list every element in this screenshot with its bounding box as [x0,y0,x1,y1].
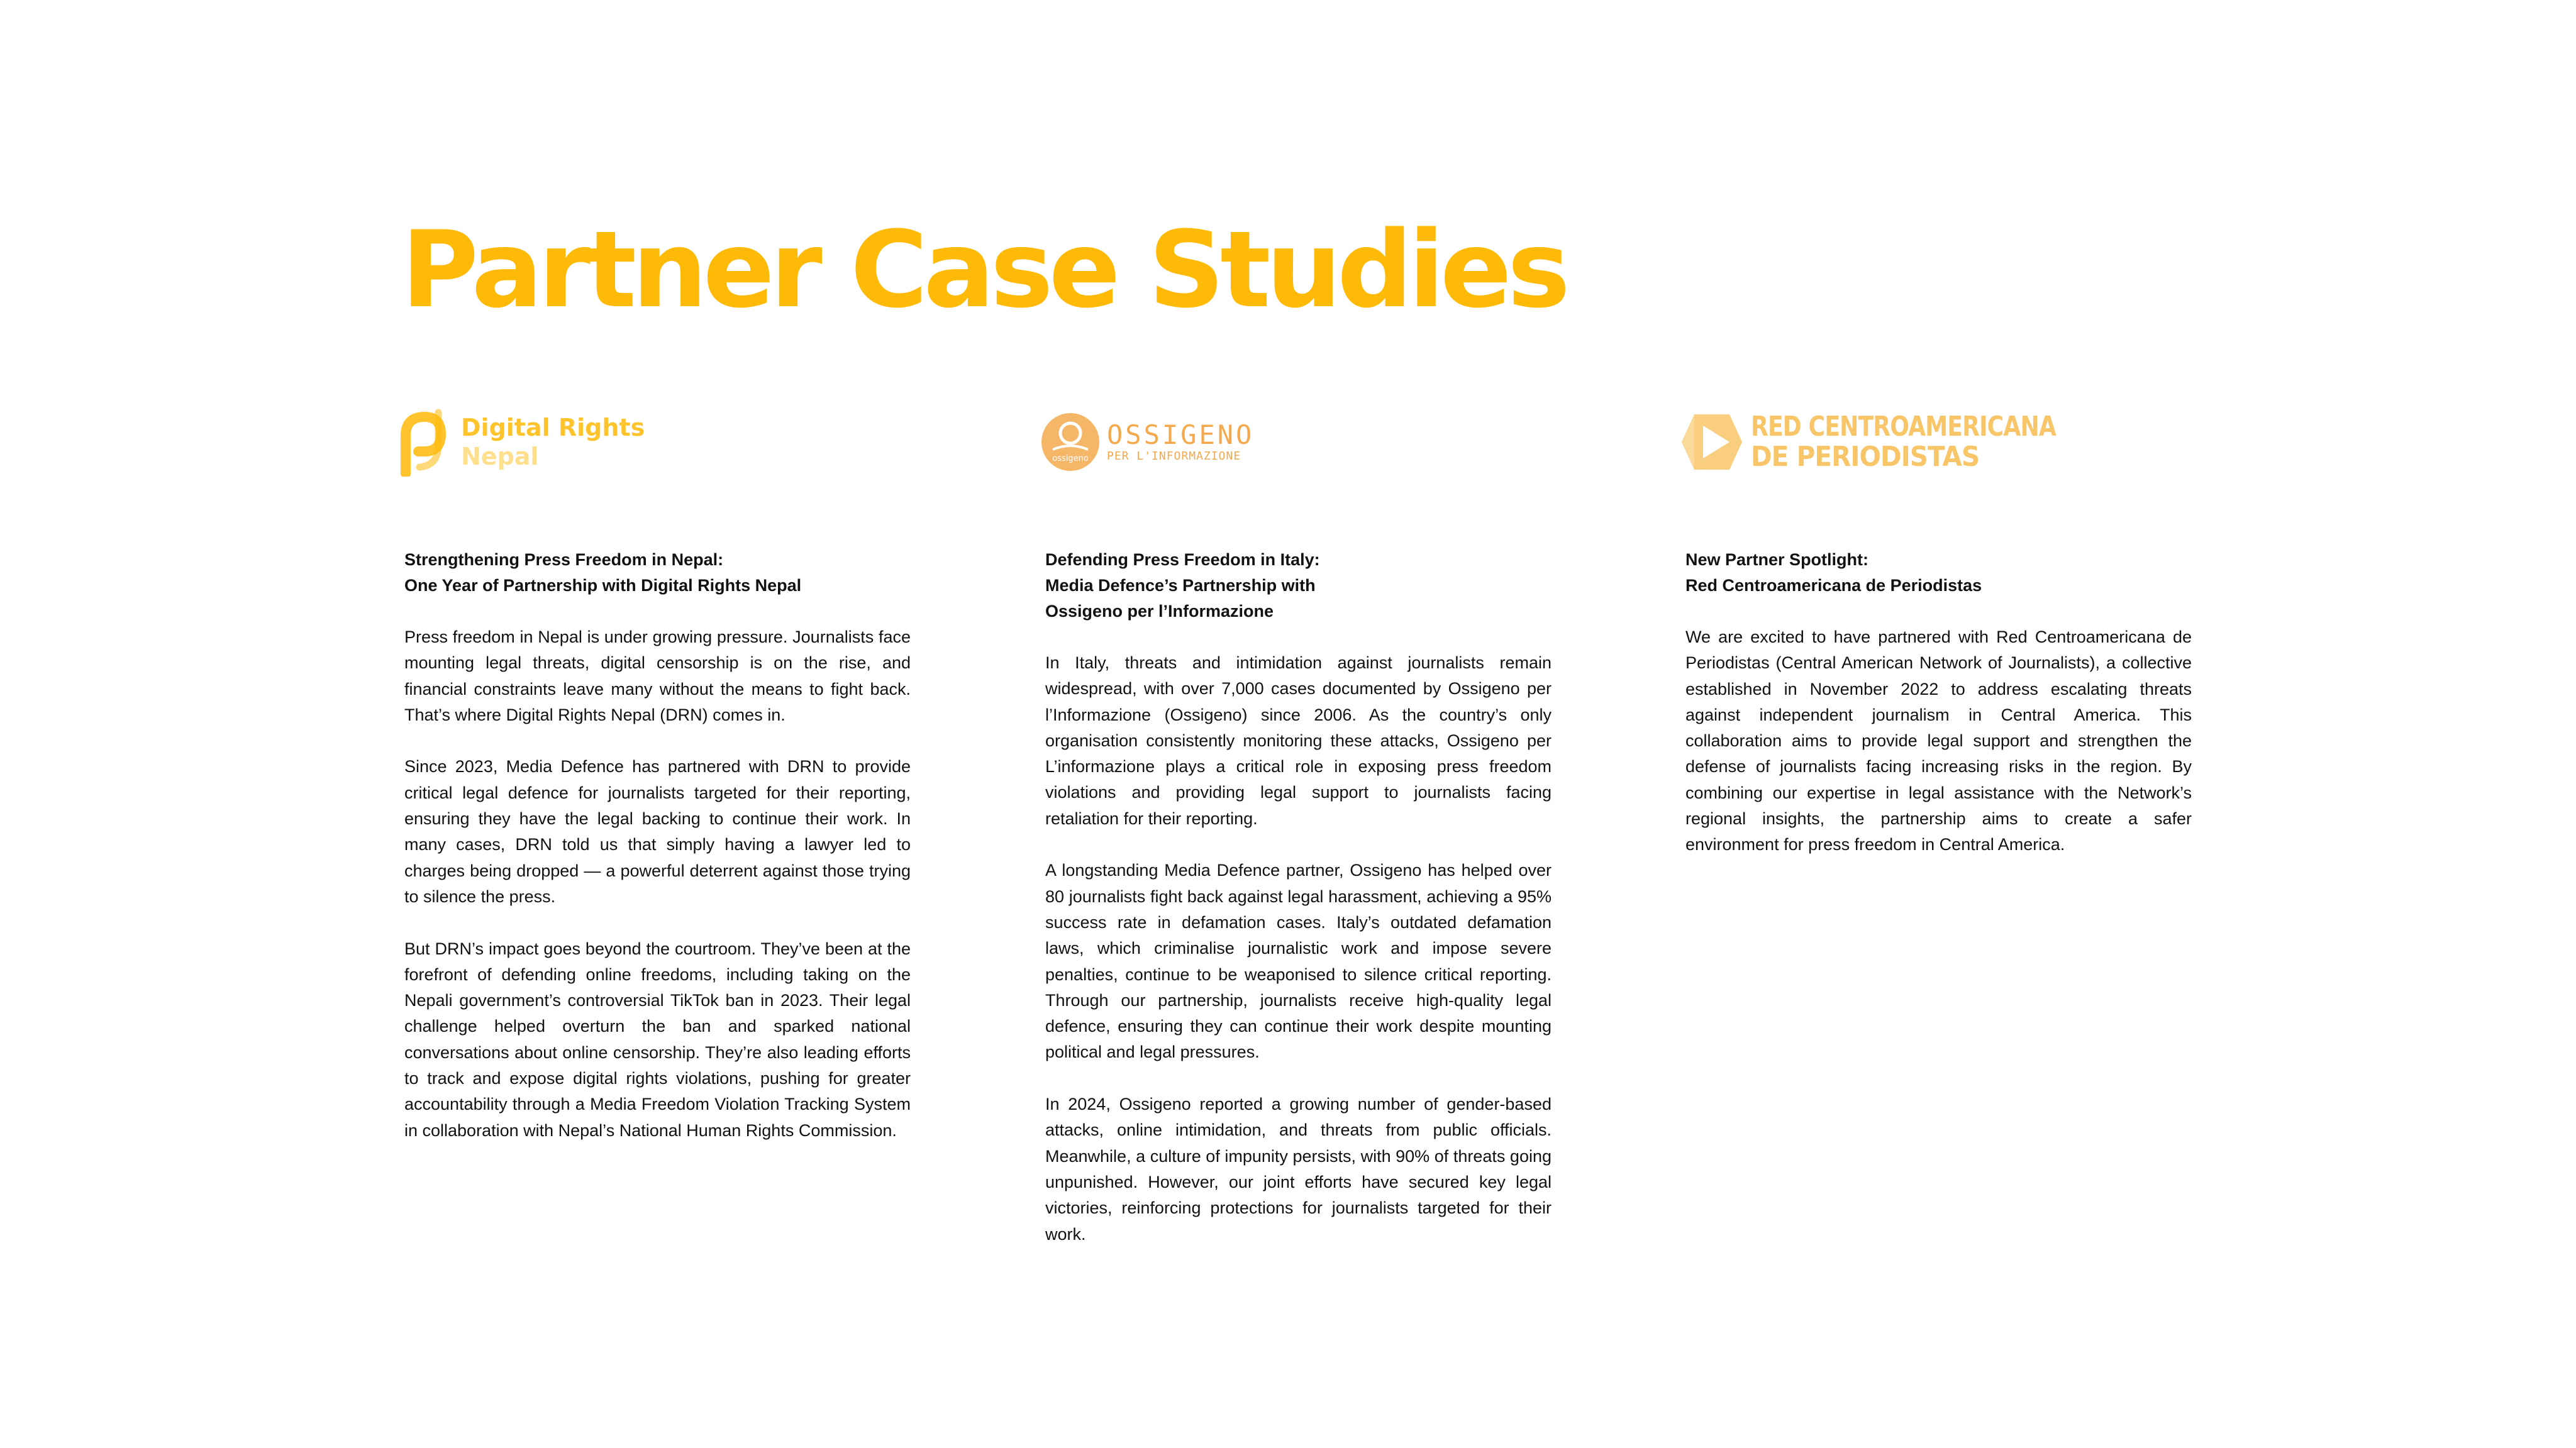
body-paragraph: We are excited to have partnered with Red Centroamericana de Periodistas (Central American Network of Journalists), a collective established in November 2022 to address escalating threats against independent journalism in Central America. This collaboration aims to provide legal support and strengthen the defense of journalists facing increasing risks in the region. By combining our expertise in legal assistance with the Network’s regional insights, the partnership aims to create a safer environment for press freedom in Central America. [1685,627,2192,854]
heading-line: Defending Press Freedom in Italy: [1045,550,1320,569]
digital-rights-nepal-logo [399,402,911,481]
body-paragraph: But DRN’s impact goes beyond the courtroom. They’ve been at the forefront of defending online freedoms, including taking on the Nepali government’s controversial TikTok ban in 2023. Their legal challenge helped overturn the ban and sparked national conversations about online censorship. They’re also leading efforts to track and expose digital rights violations, pushing for greater accountability through a Media Freedom Violation Tracking System in collaboration with Nepal’s National Human Rights Commission. [404,939,911,1140]
ossigeno-logo-icon [1040,412,1101,472]
digital-rights-nepal-logo-icon [399,407,456,477]
body-paragraph: A longstanding Media Defence partner, Ossigeno has helped over 80 journalists fight back against legal harassment, achieving a 95% success rate in defamation cases. Italy’s outdated defamation laws, which criminalise journalistic work and impose severe penalties, continue to be weaponised to silence critical reporting. Through our partnership, journalists receive high-quality legal defence, ensuring they can continue their work despite mounting political and legal pressures. [1045,861,1552,1062]
heading-line: Media Defence’s Partnership with [1045,576,1316,595]
body-paragraph: Press freedom in Nepal is under growing pressure. Journalists face mounting legal threats, digital censorship is on the rise, and financial constraints leave many without the means to fight back. That’s where Digital Rights Nepal (DRN) comes in. [404,627,911,724]
heading-line: One Year of Partnership with Digital Rights Nepal [404,576,802,595]
heading-line: Strengthening Press Freedom in Nepal: [404,550,724,569]
case-study-body [1045,650,1552,1247]
logo-line-2: Nepal [461,442,539,470]
heading-line: New Partner Spotlight: [1685,550,1869,569]
body-paragraph: Since 2023, Media Defence has partnered with DRN to provide critical legal defence for journalists targeted for their reporting, ensuring they have the legal backing to continue their work. In many cases, DRN told us that simply having a lawyer led to charges being dropped — a powerful deterrent against those trying to silence the press. [404,757,911,906]
heading-line: Ossigeno per l’Informazione [1045,602,1274,621]
case-study-red-centroamericana [1685,402,2192,884]
play-hexagon-icon [1680,412,1743,472]
page-title: Partner Case Studies [401,208,1566,331]
body-paragraph: In Italy, threats and intimidation against journalists remain widespread, with over 7,000 cases documented by Ossigeno per l’Informazione (Ossigeno) since 2006. As the country’s only organisation consistently monitoring these attacks, Ossigeno per L’informazione plays a critical role in exposing press freedom violations and providing legal support to journalists facing retaliation for their reporting. [1045,653,1552,828]
body-paragraph: In 2024, Ossigeno reported a growing number of gender-based attacks, online intimidation, and threats from public officials. Meanwhile, a culture of impunity persists, with 90% of threats going unpunished. However, our joint efforts have secured key legal victories, reinforcing protections for journalists targeted for their work. [1045,1095,1552,1244]
logo-line-1: RED CENTROAMERICANA [1751,410,2056,443]
case-study-heading [1685,547,2192,599]
red-centroamericana-logo [1680,402,2192,481]
case-study-ossigeno [1045,402,1552,1273]
heading-line: Red Centroamericana de Periodistas [1685,576,1982,595]
logo-line-1: OSSIGENO [1107,419,1255,450]
case-study-heading [404,547,911,599]
case-study-heading [1045,547,1552,624]
logo-line-1: Digital Rights [461,413,645,441]
ossigeno-logo [1040,402,1552,481]
case-study-digital-rights-nepal [404,402,911,1169]
ossigeno-badge-text: ossigeno [1052,453,1089,463]
case-study-body [1685,624,2192,858]
case-study-body [404,624,911,1144]
logo-line-2: DE PERIODISTAS [1751,440,1980,473]
logo-line-2: PER L'INFORMAZIONE [1107,449,1241,463]
